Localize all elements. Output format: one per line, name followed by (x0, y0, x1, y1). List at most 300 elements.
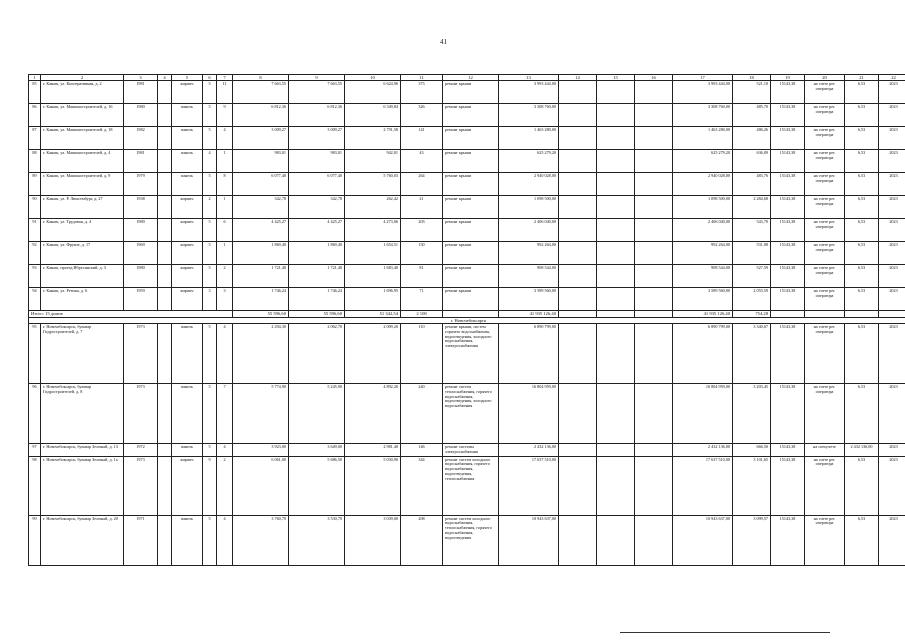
residential-area-cell: 2 981,40 (345, 443, 401, 456)
table-row (29, 383, 905, 443)
empty-cell (635, 383, 673, 443)
column-number: 11 (401, 75, 443, 81)
entrances-cell: 2 (217, 456, 233, 515)
work-type-cell: ремонт крыши (443, 219, 499, 242)
year-cell: 1971 (124, 515, 158, 565)
address-cell: г. Канаш, ул. Фрунзе, д. 17 (41, 242, 124, 265)
fund-cost-cell: 16 804 959,00 (673, 383, 733, 443)
floors-cell: 2 (203, 196, 217, 219)
row-number: 95 (29, 323, 41, 383)
empty-cell (559, 104, 597, 127)
row-number: 98 (29, 456, 41, 515)
term-cell: 2023 (879, 288, 905, 311)
table-row (29, 265, 905, 288)
residents-cell: 208 (401, 515, 443, 565)
address-cell: г. Канаш, ул. Машиностроителей, д. 9 (41, 173, 124, 196)
empty-cell (635, 219, 673, 242)
work-type-cell: ремонт систем теплоснабжения, горячего водоснабжения, водоотведения, холодного водоснабжения (443, 383, 499, 443)
table-row (29, 515, 905, 565)
term-cell: 2023 (879, 173, 905, 196)
fund-method-cell: на счете рег. оператора (805, 219, 845, 242)
empty-cell (158, 242, 172, 265)
contribution-cell: 6,53 (845, 104, 879, 127)
term-cell: 2023 (879, 81, 905, 104)
residential-area-cell: 2 791,58 (345, 127, 401, 150)
column-number: 6 (203, 75, 217, 81)
floors-cell: 9 (203, 456, 217, 515)
empty-cell (158, 323, 172, 383)
row-number: 85 (29, 81, 41, 104)
fund-method-cell: на спецсчете (805, 443, 845, 456)
contribution-cell: 6,53 (845, 383, 879, 443)
total-area-cell: 983,01 (233, 150, 289, 173)
limit-cost-cell: 15143,38 (771, 127, 805, 150)
table-row (29, 150, 905, 173)
residents-cell: 130 (401, 242, 443, 265)
contribution-cell: 2 432 136,00 (845, 443, 879, 456)
empty-cell (597, 515, 635, 565)
specific-cost-cell: 486,26 (733, 127, 771, 150)
fund-cost-cell: 2 406 040,00 (673, 219, 733, 242)
residential-area-cell: 2 009,20 (345, 323, 401, 383)
floors-cell: 5 (203, 265, 217, 288)
table-row (29, 173, 905, 196)
wall-material-cell: кирпич (172, 219, 203, 242)
address-cell: г. Канаш, ул. Машиностроителей, д. 18 (41, 127, 124, 150)
empty-cell (158, 443, 172, 456)
term-cell: 2023 (879, 242, 905, 265)
column-number: 12 (443, 75, 499, 81)
year-cell: 1982 (124, 127, 158, 150)
empty-cell (559, 219, 597, 242)
term-cell: 2023 (879, 515, 905, 565)
cost-cell: 2 432 136,00 (499, 443, 559, 456)
empty-cell (158, 196, 172, 219)
total-area-cell: 3 923,00 (233, 443, 289, 456)
fund-method-cell: на счете рег. оператора (805, 150, 845, 173)
work-type-cell: ремонт систем холодного водоснабжения, горячего водоснабжения, водоотведения, теплоснабжения (443, 456, 499, 515)
total-area-cell: 1 869,40 (233, 242, 289, 265)
limit-cost-cell: 15143,38 (771, 242, 805, 265)
cost-cell: 3 993 444,00 (499, 81, 559, 104)
empty-cell (158, 150, 172, 173)
fund-method-cell: на счете рег. оператора (805, 456, 845, 515)
empty-cell (635, 242, 673, 265)
empty-cell (559, 288, 597, 311)
empty-cell (635, 515, 673, 565)
contribution-cell: 6,53 (845, 242, 879, 265)
column-number: 13 (499, 75, 559, 81)
fund-method-cell: на счете рег. оператора (805, 196, 845, 219)
total-area-cell: 3 760,70 (233, 515, 289, 565)
fund-cost-cell: 1 463 280,00 (673, 127, 733, 150)
entrances-cell: 1 (217, 196, 233, 219)
total-area-cell: 2 294,30 (233, 323, 289, 383)
column-number: 1 (29, 75, 41, 81)
term-cell: 2023 (879, 443, 905, 456)
year-cell: 1980 (124, 219, 158, 242)
area-2-cell: 5 686,50 (289, 456, 345, 515)
row-number: 91 (29, 219, 41, 242)
term-cell: 2023 (879, 219, 905, 242)
specific-cost-cell: 666,50 (733, 443, 771, 456)
work-type-cell: ремонт крыши (443, 265, 499, 288)
wall-material-cell: панель (172, 127, 203, 150)
totals-area-2: 55 596,60 (289, 311, 345, 317)
empty-cell (158, 383, 172, 443)
specific-cost-cell: 543,70 (733, 219, 771, 242)
area-2-cell: 6 077,40 (289, 173, 345, 196)
cost-cell: 908 544,00 (499, 265, 559, 288)
floors-cell: 5 (203, 323, 217, 383)
residential-area-cell: 6 624,96 (345, 81, 401, 104)
address-cell: г. Канаш, ул. Машиностроителей, д. 16 (41, 104, 124, 127)
total-area-cell: 1 721,40 (233, 265, 289, 288)
area-2-cell: 2 062,70 (289, 323, 345, 383)
floors-cell: 5 (203, 173, 217, 196)
cost-cell: 16 804 959,00 (499, 383, 559, 443)
empty-cell (635, 150, 673, 173)
empty-cell (597, 104, 635, 127)
empty-cell (559, 196, 597, 219)
entrances-cell: 11 (217, 81, 233, 104)
contribution-cell: 6,53 (845, 196, 879, 219)
limit-cost-cell: 15143,38 (771, 196, 805, 219)
work-type-cell: ремонт систем холодного водоснабжения, теплоснабжения, горячего водоснабжения, водоотведения (443, 515, 499, 565)
row-number: 94 (29, 288, 41, 311)
entrances-cell: 4 (217, 127, 233, 150)
contribution-cell: 6,53 (845, 81, 879, 104)
term-cell: 2023 (879, 104, 905, 127)
residential-area-cell: 5 760,03 (345, 173, 401, 196)
row-number: 92 (29, 242, 41, 265)
empty-cell (635, 127, 673, 150)
empty-cell (597, 127, 635, 150)
empty-cell (559, 127, 597, 150)
wall-material-cell: кирпич (172, 456, 203, 515)
row-number: 96 (29, 383, 41, 443)
column-number: 4 (158, 75, 172, 81)
empty-cell (597, 383, 635, 443)
address-cell: г. Новочебоксарск, бульвар Гидростроителей, д. 8 (41, 383, 124, 443)
area-2-cell: 7 663,55 (289, 81, 345, 104)
contribution-cell: 6,53 (845, 150, 879, 173)
area-2-cell: 1 746,24 (289, 288, 345, 311)
empty-cell (559, 323, 597, 383)
column-number: 5 (172, 75, 203, 81)
floors-cell: 5 (203, 443, 217, 456)
column-number: 15 (597, 75, 635, 81)
specific-cost-cell: 485,70 (733, 104, 771, 127)
empty-cell (597, 443, 635, 456)
fund-cost-cell: 6 890 799,00 (673, 323, 733, 383)
empty-cell (559, 150, 597, 173)
residents-cell: 43 (401, 150, 443, 173)
area-2-cell: 3 649,00 (289, 443, 345, 456)
empty-cell (597, 242, 635, 265)
limit-cost-cell: 15143,38 (771, 323, 805, 383)
limit-cost-cell: 15143,38 (771, 265, 805, 288)
area-2-cell: 4 425,27 (289, 219, 345, 242)
residents-cell: 203 (401, 219, 443, 242)
year-cell: 1973 (124, 383, 158, 443)
empty-cell (635, 443, 673, 456)
work-type-cell: ремонт крыши (443, 196, 499, 219)
year-cell: 1980 (124, 104, 158, 127)
residential-area-cell: 262,42 (345, 196, 401, 219)
fund-cost-cell: 992 264,00 (673, 242, 733, 265)
row-number: 99 (29, 515, 41, 565)
cost-cell: 992 264,00 (499, 242, 559, 265)
entrances-cell: 9 (217, 104, 233, 127)
contribution-cell: 6,53 (845, 127, 879, 150)
fund-cost-cell: 3 993 444,00 (673, 81, 733, 104)
totals-fund-cost: 41 935 126,40 (673, 311, 733, 317)
column-number: 3 (124, 75, 158, 81)
residents-cell: 141 (401, 127, 443, 150)
empty-cell (158, 127, 172, 150)
cost-cell: 2 406 040,00 (499, 219, 559, 242)
empty-cell (559, 242, 597, 265)
term-cell: 2023 (879, 383, 905, 443)
empty-cell (597, 288, 635, 311)
fund-method-cell: на счете рег. оператора (805, 383, 845, 443)
column-number: 22 (879, 75, 905, 81)
entrances-cell: 4 (217, 323, 233, 383)
fund-method-cell: на счете рег. оператора (805, 242, 845, 265)
cost-cell: 1 098 500,00 (499, 196, 559, 219)
empty-cell (635, 196, 673, 219)
specific-cost-cell: 3 099,57 (733, 515, 771, 565)
column-number: 7 (217, 75, 233, 81)
specific-cost-cell: 521,10 (733, 81, 771, 104)
work-type-cell: ремонт крыши (443, 127, 499, 150)
column-number: 2 (41, 75, 124, 81)
area-2-cell: 983,01 (289, 150, 345, 173)
address-cell: г. Новочебоксарск, бульвар Гидростроителей, д. 7 (41, 323, 124, 383)
fund-cost-cell: 3 308 760,00 (673, 104, 733, 127)
address-cell: г. Новочебоксарск, бульвар Зеленый, д. 20 (41, 515, 124, 565)
table-row (29, 81, 905, 104)
entrances-cell: 8 (217, 173, 233, 196)
fund-method-cell: на счете рег. оператора (805, 127, 845, 150)
cost-cell: 3 589 560,00 (499, 288, 559, 311)
footer-rule (620, 632, 830, 633)
floors-cell: 5 (203, 127, 217, 150)
specific-cost-cell: 3 203,45 (733, 383, 771, 443)
wall-material-cell: кирпич (172, 265, 203, 288)
work-type-cell: ремонт системы электроснабжения (443, 443, 499, 456)
column-number: 10 (345, 75, 401, 81)
year-cell: 1969 (124, 242, 158, 265)
floors-cell: 5 (203, 81, 217, 104)
empty-cell (158, 81, 172, 104)
term-cell: 2023 (879, 196, 905, 219)
area-2-cell: 1 869,40 (289, 242, 345, 265)
fund-cost-cell: 17 637 510,00 (673, 456, 733, 515)
area-2-cell: 342,78 (289, 196, 345, 219)
fund-cost-cell: 10 943 637,00 (673, 515, 733, 565)
residential-area-cell: 1 683,40 (345, 265, 401, 288)
wall-material-cell: панель (172, 323, 203, 383)
fund-method-cell: на счете рег. оператора (805, 323, 845, 383)
floors-cell: 5 (203, 515, 217, 565)
floors-cell: 3 (203, 288, 217, 311)
limit-cost-cell: 15143,38 (771, 383, 805, 443)
fund-cost-cell: 2 940 028,00 (673, 173, 733, 196)
year-cell: 1979 (124, 173, 158, 196)
residents-cell: 110 (401, 323, 443, 383)
row-number: 93 (29, 265, 41, 288)
empty-cell (597, 265, 635, 288)
area-2-cell: 3 009,27 (289, 127, 345, 150)
total-area-cell: 6 061,00 (233, 456, 289, 515)
totals-cost: 41 935 126,40 (499, 311, 559, 317)
empty-cell (635, 456, 673, 515)
column-number: 19 (771, 75, 805, 81)
residents-cell: 81 (401, 265, 443, 288)
year-cell: 1972 (124, 443, 158, 456)
area-2-cell: 5 245,90 (289, 383, 345, 443)
work-type-cell: ремонт крыши (443, 242, 499, 265)
empty-cell (158, 515, 172, 565)
floors-cell: 5 (203, 383, 217, 443)
residents-cell: 344 (401, 456, 443, 515)
fund-cost-cell: 908 544,00 (673, 265, 733, 288)
work-type-cell: ремонт крыши (443, 81, 499, 104)
entrances-cell: 3 (217, 288, 233, 311)
empty-cell (158, 219, 172, 242)
specific-cost-cell: 483,76 (733, 173, 771, 196)
wall-material-cell: кирпич (172, 242, 203, 265)
empty-cell (597, 173, 635, 196)
limit-cost-cell: 15143,38 (771, 150, 805, 173)
specific-cost-cell: 527,59 (733, 265, 771, 288)
limit-cost-cell: 15143,38 (771, 443, 805, 456)
specific-cost-cell: 3 101,65 (733, 456, 771, 515)
table-row (29, 219, 905, 242)
empty-cell (597, 150, 635, 173)
contribution-cell: 6,53 (845, 456, 879, 515)
entrances-cell: 1 (217, 150, 233, 173)
fund-method-cell: на счете рег. оператора (805, 288, 845, 311)
row-number: 97 (29, 443, 41, 456)
empty-cell (559, 515, 597, 565)
column-number: 21 (845, 75, 879, 81)
cost-cell: 625 279,20 (499, 150, 559, 173)
table-row (29, 127, 905, 150)
total-area-cell: 6 077,40 (233, 173, 289, 196)
table-row (29, 196, 905, 219)
empty-cell (559, 81, 597, 104)
entrances-cell: 7 (217, 383, 233, 443)
area-2-cell: 6 812,36 (289, 104, 345, 127)
wall-material-cell: кирпич (172, 196, 203, 219)
totals-label: Итого: 15 домов (29, 311, 233, 317)
address-cell: г. Канаш, ул. Машиностроителей, д. 4 (41, 150, 124, 173)
empty-cell (158, 456, 172, 515)
specific-cost-cell: 2 055,59 (733, 288, 771, 311)
empty-cell (597, 323, 635, 383)
residents-cell: 146 (401, 443, 443, 456)
term-cell: 2023 (879, 265, 905, 288)
column-number: 20 (805, 75, 845, 81)
empty-cell (158, 288, 172, 311)
empty-cell (635, 323, 673, 383)
work-type-cell: ремонт крыши (443, 288, 499, 311)
empty-cell (559, 265, 597, 288)
column-number: 17 (673, 75, 733, 81)
work-type-cell: ремонт крыши, систем горячего водоснабжения, водоотведения, холодного водоснабжения, электроснабжения (443, 323, 499, 383)
entrances-cell: 1 (217, 242, 233, 265)
row-number: 90 (29, 196, 41, 219)
residential-area-cell: 4 273,06 (345, 219, 401, 242)
limit-cost-cell: 15143,38 (771, 173, 805, 196)
empty-cell (635, 173, 673, 196)
contribution-cell: 6,53 (845, 288, 879, 311)
floors-cell: 5 (203, 242, 217, 265)
total-area-cell: 4 425,27 (233, 219, 289, 242)
cost-cell: 10 943 637,00 (499, 515, 559, 565)
cost-cell: 6 890 799,00 (499, 323, 559, 383)
cost-cell: 3 308 760,00 (499, 104, 559, 127)
totals-specific-cost: 754,28 (733, 311, 771, 317)
column-number: 18 (733, 75, 771, 81)
wall-material-cell: панель (172, 173, 203, 196)
table-row (29, 443, 905, 456)
wall-material-cell: панель (172, 443, 203, 456)
table-row (29, 323, 905, 383)
limit-cost-cell: 15143,38 (771, 104, 805, 127)
empty-cell (597, 219, 635, 242)
residential-area-cell: 3 039,00 (345, 515, 401, 565)
page-number: 41 (440, 38, 447, 46)
residential-area-cell: 5 030,90 (345, 456, 401, 515)
address-cell: г. Канаш, проезд Ибресинский, д. 3 (41, 265, 124, 288)
fund-cost-cell: 3 589 560,00 (673, 288, 733, 311)
column-number: 8 (233, 75, 289, 81)
residential-area-cell: 942,01 (345, 150, 401, 173)
contribution-cell: 6,53 (845, 265, 879, 288)
limit-cost-cell: 15143,38 (771, 219, 805, 242)
empty-cell (158, 104, 172, 127)
total-area-cell: 1 746,24 (233, 288, 289, 311)
empty-cell (635, 104, 673, 127)
contribution-cell: 6,53 (845, 219, 879, 242)
empty-cell (635, 81, 673, 104)
residents-cell: 71 (401, 288, 443, 311)
wall-material-cell: панель (172, 515, 203, 565)
limit-cost-cell: 15143,38 (771, 81, 805, 104)
specific-cost-cell: 3 340,67 (733, 323, 771, 383)
table-row (29, 456, 905, 515)
address-cell: г. Канаш, ул. Кооперативная, д. 2 (41, 81, 124, 104)
wall-material-cell: панель (172, 104, 203, 127)
term-cell: 2023 (879, 127, 905, 150)
empty-cell (158, 173, 172, 196)
empty-cell (559, 173, 597, 196)
year-cell: 1938 (124, 196, 158, 219)
table-row (29, 242, 905, 265)
total-area-cell: 3 009,27 (233, 127, 289, 150)
year-cell: 1973 (124, 323, 158, 383)
work-type-cell: ремонт крыши (443, 173, 499, 196)
row-number: 88 (29, 150, 41, 173)
floors-cell: 5 (203, 219, 217, 242)
fund-cost-cell: 2 432 136,00 (673, 443, 733, 456)
total-area-cell: 7 663,55 (233, 81, 289, 104)
totals-total-area: 55 596,60 (233, 311, 289, 317)
